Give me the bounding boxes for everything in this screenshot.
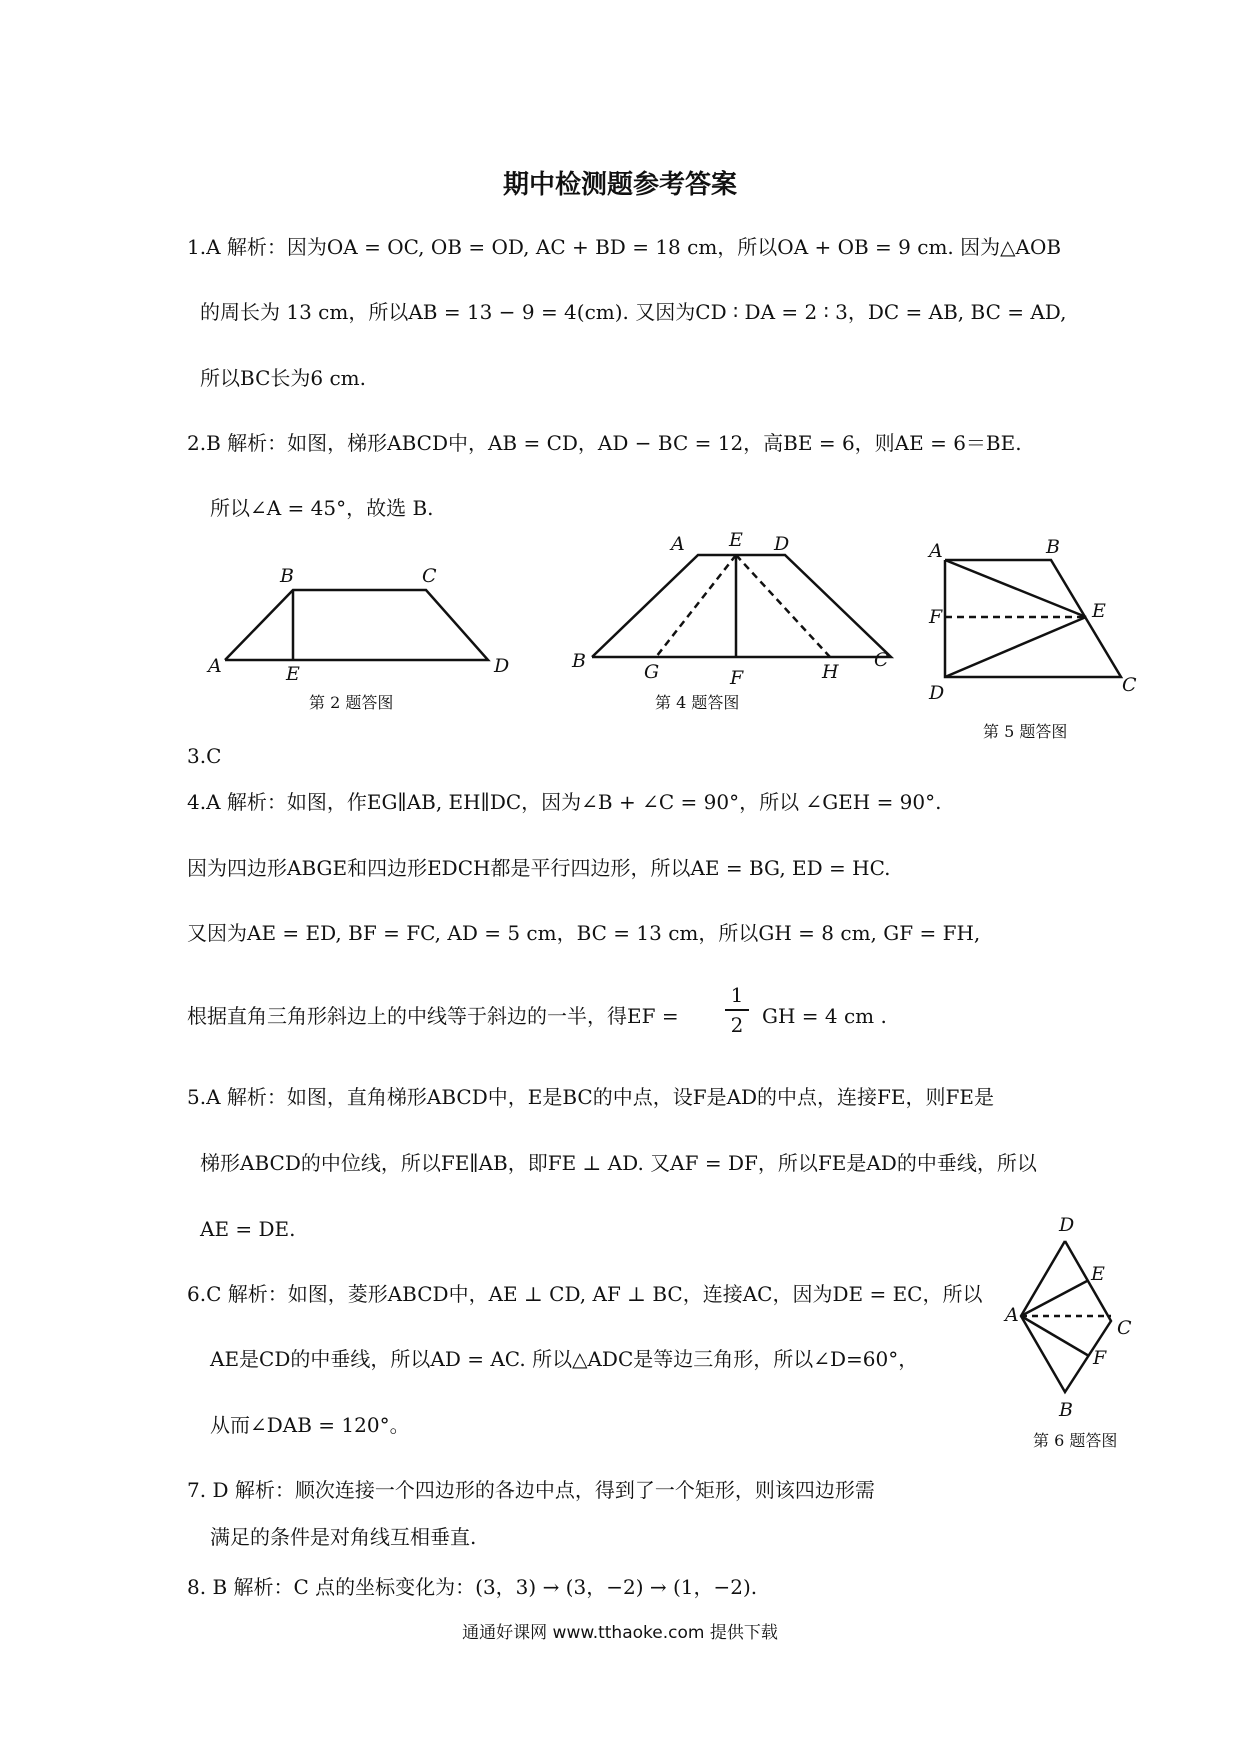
fig4-label-D: D [774, 533, 790, 555]
fraction-denominator: 2 [730, 1013, 744, 1037]
q3-line: 3.C [187, 744, 222, 768]
page-title: 期中检测题参考答案 [502, 170, 737, 200]
figure-q4 [560, 530, 900, 720]
q5-line-3: AE = DE. [200, 1217, 296, 1241]
fraction-numerator: 1 [730, 983, 744, 1007]
q4-line-4: 根据直角三角形斜边上的中线等于斜边的一半，得EF = [187, 1004, 679, 1028]
fig2-label-B: B [280, 565, 294, 587]
fig4-caption: 第 4 题答图 [655, 693, 740, 712]
fig6-label-E: E [1091, 1263, 1105, 1285]
fig5-label-B: B [1046, 536, 1060, 558]
fig5-label-D: D [929, 682, 945, 704]
fig5-label-E: E [1092, 600, 1106, 622]
fig2-label-A: A [208, 655, 222, 677]
q5-line-2: 梯形ABCD的中位线，所以FE∥AB，即FE ⊥ AD. 又AF = DF，所以FE是AD的中垂线，所以 [200, 1151, 1037, 1175]
fig4-label-A: A [671, 533, 685, 555]
q6-line-2: AE是CD的中垂线，所以AD = AC. 所以△ADC是等边三角形，所以∠D=60°， [210, 1347, 919, 1371]
fig6-caption: 第 6 题答图 [1033, 1431, 1118, 1450]
q4-line-4-end: GH = 4 cm . [762, 1004, 887, 1028]
fig2-label-C: C [422, 565, 437, 587]
fig4-label-H: H [822, 661, 839, 683]
fig6-label-D: D [1059, 1214, 1075, 1236]
figure-q5-drawing [920, 535, 1160, 745]
fig2-label-E: E [286, 663, 300, 685]
fig5-label-F: F [929, 606, 943, 628]
fig6-label-F: F [1093, 1347, 1107, 1369]
fig5-label-C: C [1122, 674, 1137, 696]
q4-line-3: 又因为AE = ED, BF = FC, AD = 5 cm，BC = 13 cm，所以GH = 8 cm, GF = FH, [187, 921, 981, 945]
fig4-label-E: E [729, 529, 743, 551]
fig6-label-C: C [1117, 1317, 1132, 1339]
fig4-label-G: G [644, 661, 660, 683]
fig5-label-A: A [929, 540, 943, 562]
q1-line-2: 的周长为 13 cm，所以AB = 13 − 9 = 4(cm). 又因为CD ∶ DA = 2 ∶ 3，DC = AB, BC = AD, [200, 300, 1067, 324]
figure-q5 [920, 535, 1160, 745]
figure-q6 [1005, 1210, 1175, 1450]
q6-line-1: 6.C 解析：如图，菱形ABCD中，AE ⊥ CD, AF ⊥ BC，连接AC，因为DE = EC，所以 [187, 1282, 983, 1306]
q7-line-2: 满足的条件是对角线互相垂直. [210, 1525, 477, 1549]
q2-line-1: 2.B 解析：如图，梯形ABCD中，AB = CD，AD − BC = 12，高BE = 6，则AE = 6＝BE. [187, 431, 1022, 455]
fig2-caption: 第 2 题答图 [309, 693, 394, 712]
fraction-one-half [725, 982, 749, 1038]
q4-line-1: 4.A 解析：如图，作EG∥AB, EH∥DC，因为∠B + ∠C = 90°，所以 ∠GEH = 90°. [187, 790, 942, 814]
footer-source: 通通好课网 www.tthaoke.com 提供下载 [462, 1623, 778, 1643]
q1-line-3: 所以BC长为6 cm. [200, 366, 366, 390]
q8-line: 8. B 解析：C 点的坐标变化为：(3，3) → (3，−2) → (1，−2). [187, 1575, 758, 1599]
fig4-label-B: B [572, 650, 586, 672]
fig4-label-C: C [874, 649, 889, 671]
fig6-label-A: A [1005, 1304, 1019, 1326]
q2-line-2: 所以∠A = 45°，故选 B. [210, 496, 434, 520]
q6-line-3: 从而∠DAB = 120°。 [210, 1413, 410, 1437]
fig5-caption: 第 5 题答图 [983, 722, 1068, 741]
q1-line-1: 1.A 解析：因为OA = OC, OB = OD, AC + BD = 18 cm，所以OA + OB = 9 cm. 因为△AOB [187, 235, 1062, 259]
fig4-label-F: F [730, 667, 744, 689]
q4-line-2: 因为四边形ABGE和四边形EDCH都是平行四边形，所以AE = BG, ED = HC. [187, 856, 891, 880]
q7-line-1: 7. D 解析：顺次连接一个四边形的各边中点，得到了一个矩形，则该四边形需 [187, 1478, 875, 1502]
q5-line-1: 5.A 解析：如图，直角梯形ABCD中，E是BC的中点，设F是AD的中点，连接FE，则FE是 [187, 1085, 995, 1109]
fig6-label-B: B [1059, 1399, 1073, 1421]
figure-q2 [200, 560, 520, 720]
fig2-label-D: D [494, 655, 510, 677]
figure-q6-drawing [1005, 1210, 1175, 1450]
